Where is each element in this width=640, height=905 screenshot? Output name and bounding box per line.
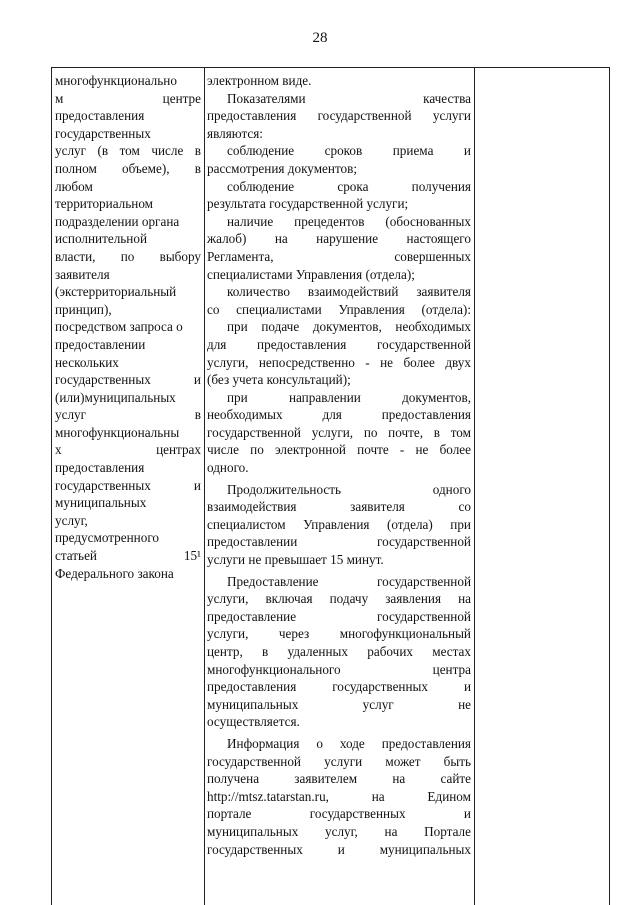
- text-line: полном объеме), в: [55, 160, 201, 176]
- text-line: услуг,: [55, 512, 88, 528]
- text-line: услуги, через многофункциональный: [207, 626, 471, 642]
- middle-column-text: [207, 72, 471, 858]
- text-line: предоставления: [55, 108, 145, 124]
- text-line: предоставления государственных и: [207, 679, 471, 695]
- text-line: муниципальных: [55, 495, 147, 511]
- text-line: рассмотрения документов;: [207, 160, 358, 176]
- column-divider: [474, 68, 475, 905]
- text-line: предоставлении: [55, 336, 146, 352]
- text-line: нескольких: [55, 354, 119, 370]
- text-line: получена заявителем на сайте: [207, 771, 471, 787]
- text-line: необходимых для предоставления: [207, 407, 471, 423]
- text-line: государственных и: [55, 372, 201, 388]
- text-line: числе по электронной почте - не более: [207, 442, 471, 458]
- text-line: соблюдение срока получения: [227, 178, 471, 194]
- text-line: Информация о ходе предоставления: [227, 735, 471, 751]
- text-line: одного.: [207, 460, 249, 476]
- text-line: услуги, непосредственно - не более двух: [207, 354, 471, 370]
- text-line: Предоставление государственной: [227, 573, 471, 589]
- text-line: предоставлении государственной: [207, 534, 471, 550]
- text-line: услуги не превышает 15 минут.: [207, 552, 384, 568]
- text-line: территориальном: [55, 196, 154, 212]
- text-line: электронном виде.: [207, 73, 312, 88]
- text-line: специалистами Управления (отдела);: [207, 266, 415, 282]
- text-line: муниципальных услуг, на Портале: [207, 823, 471, 839]
- text-line: м центре: [55, 90, 201, 106]
- text-line: Продолжительность одного: [227, 481, 471, 497]
- text-line: взаимодействия заявителя со: [207, 499, 471, 515]
- text-line: государственных: [55, 125, 151, 141]
- text-line: государственных и муниципальных: [207, 841, 471, 857]
- text-line: предоставление государственной: [207, 608, 471, 624]
- text-line: соблюдение сроков приема и: [227, 143, 471, 159]
- text-line: посредством запроса о: [55, 319, 183, 335]
- text-line: результата государственной услуги;: [207, 196, 409, 212]
- text-line: Регламента, совершенных: [207, 248, 471, 264]
- text-line: власти, по выбору: [55, 248, 201, 264]
- text-line: подразделении органа: [55, 213, 180, 229]
- text-line: для предоставления государственной: [207, 336, 471, 352]
- text-line: многофункционально: [55, 73, 177, 88]
- text-line: (без учета консультаций);: [207, 372, 351, 388]
- page-number: 28: [312, 30, 328, 46]
- document-table: [51, 67, 610, 905]
- text-line: услуги, включая подачу заявления на: [207, 591, 471, 607]
- text-line: государственных и: [55, 477, 201, 493]
- text-line: количество взаимодействий заявителя: [227, 284, 471, 300]
- text-line: при направлении документов,: [227, 389, 471, 405]
- text-line: муниципальных услуг не: [207, 696, 471, 712]
- text-line: центр, в удаленных рабочих местах: [207, 644, 471, 659]
- text-line: портале государственных и: [207, 806, 471, 822]
- text-line: жалоб) на нарушение настоящего: [207, 231, 471, 247]
- text-line: предоставления государственной услуги: [207, 108, 471, 124]
- text-line: являются:: [207, 125, 263, 141]
- text-line: статьей 15¹: [55, 548, 201, 564]
- text-line: специалистом Управления (отдела) при: [207, 516, 471, 532]
- text-line: государственной услуги, по почте, в том: [207, 424, 471, 440]
- text-line: государственной услуги может быть: [207, 753, 471, 769]
- text-line: при подаче документов, необходимых: [227, 319, 471, 335]
- text-line: со специалистами Управления (отдела):: [207, 301, 471, 317]
- text-line: любом: [55, 178, 93, 194]
- text-line: услуг (в том числе в: [55, 143, 201, 159]
- text-line: предоставления: [55, 460, 145, 476]
- text-line: (экстерриториальный: [55, 284, 177, 300]
- text-line: предусмотренного: [55, 530, 160, 546]
- text-line: Федерального закона: [55, 565, 174, 581]
- text-line: http://mtsz.tatarstan.ru, на Едином: [207, 788, 471, 804]
- text-line: исполнительной: [55, 231, 148, 247]
- text-line: многофункционального центра: [207, 661, 471, 677]
- text-line: наличие прецедентов (обоснованных: [227, 213, 471, 229]
- column-divider: [204, 68, 205, 905]
- text-line: принцип),: [55, 301, 112, 317]
- text-line: заявителя: [55, 266, 110, 282]
- text-line: Показателями качества: [227, 90, 471, 106]
- text-line: осуществляется.: [207, 714, 300, 730]
- left-column-text: [55, 72, 201, 582]
- text-line: (или)муниципальных: [55, 389, 176, 405]
- text-line: многофункциональны: [55, 424, 180, 440]
- text-line: услуг в: [55, 407, 201, 423]
- text-line: х центрах: [55, 442, 201, 458]
